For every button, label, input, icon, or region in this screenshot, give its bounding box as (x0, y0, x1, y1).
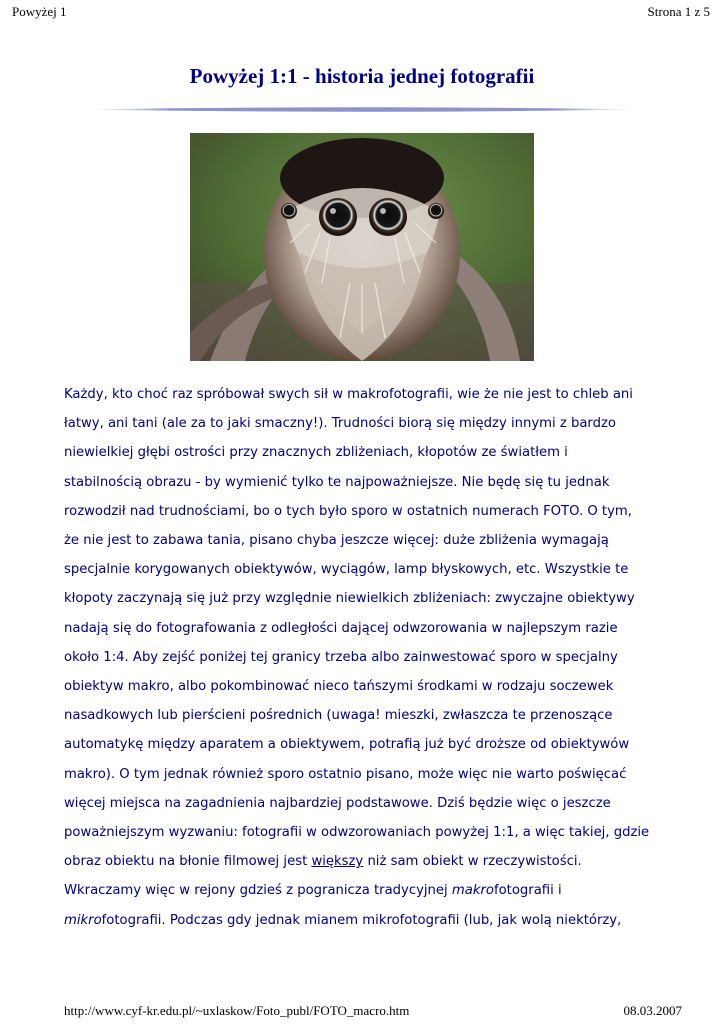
footer-url: http://www.cyf-kr.edu.pl/~uxlaskow/Foto_publ/FOTO_macro.htm (64, 1003, 410, 1018)
body-line: Każdy, kto choć raz spróbował swych sił w makrofotografii, wie że nie jest to chleb ani (64, 387, 633, 402)
body-line: poważniejszym wyzwaniu: fotografii w odwzorowaniach powyżej 1:1, a więc takiej, gdzie (64, 825, 650, 841)
article-title: Powyżej 1:1 - historia jednej fotografii (189, 64, 535, 88)
body-line: automatykę między aparatem a obiektywem, potrafią już być droższe od obiektywów (64, 737, 630, 753)
emphasis-italic: mikro (64, 912, 102, 928)
body-line: makro). O tym jednak również sporo ostatnio pisano, może więc nie warto poświęcać (64, 766, 627, 782)
body-line: niewielkiej głębi ostrości przy znacznych zbliżeniach, kłopotów ze światłem i (64, 445, 568, 461)
body-line: około 1:4. Aby zejść poniżej tej granicy trzeba albo zainwestować sporo w specjalny (64, 649, 618, 665)
page-number: Strona 1 z 5 (647, 4, 710, 19)
body-line: łatwy, ani tani (ale za to jaki smaczny!). Trudności biorą się między innymi z bardzo (64, 416, 616, 432)
body-line: że nie jest to zabawa tania, pisano chyba jeszcze więcej: duże zbliżenia wymagają (64, 533, 609, 549)
body-line: więcej miejsca na zagadnienia najbardziej podstawowe. Dziś będzie więc o jeszcze (64, 795, 611, 811)
body-line: obiektyw makro, albo pokombinować nieco tańszymi środkami w rodzaju soczewek (64, 679, 614, 695)
body-line: stabilnością obrazu - by wymienić tylko te najpoważniejsze. Nie będę się tu jednak (64, 474, 610, 490)
body-line: Wkraczamy więc w rejony gdzieś z pogranicza tradycyjnej makrofotografii i (64, 883, 562, 899)
body-line: nadają się do fotografowania z odległości dającej odwzorowania w najlepszym razie (64, 620, 618, 636)
article-body (64, 380, 664, 935)
spider-photo (190, 133, 534, 361)
emphasis-underline: większy (311, 854, 364, 870)
emphasis-italic: makro (451, 883, 494, 899)
body-line: nasadkowych lub pierścieni pośrednich (uwaga! mieszki, zwłaszcza te przenoszące (64, 708, 613, 724)
page-header-title: Powyżej 1 (12, 4, 67, 19)
body-line: specjalnie korygowanych obiektywów, wyciągów, lamp błyskowych, etc. Wszystkie te (64, 562, 629, 578)
body-line: rozwodził nad trudnościami, bo o tych było sporo w ostatnich numerach FOTO. O tym, (64, 503, 632, 519)
title-divider (88, 106, 636, 113)
body-line: mikrofotografii. Podczas gdy jednak mianem mikrofotografii (lub, jak wolą niektórzy, (64, 912, 622, 928)
footer-date: 08.03.2007 (623, 1003, 682, 1018)
body-line: kłopoty zaczynają się już przy względnie niewielkich zbliżeniach: zwyczajne obiektywy (64, 591, 635, 607)
body-line: obraz obiektu na błonie filmowej jest większy niż sam obiekt w rzeczywistości. (64, 854, 582, 870)
